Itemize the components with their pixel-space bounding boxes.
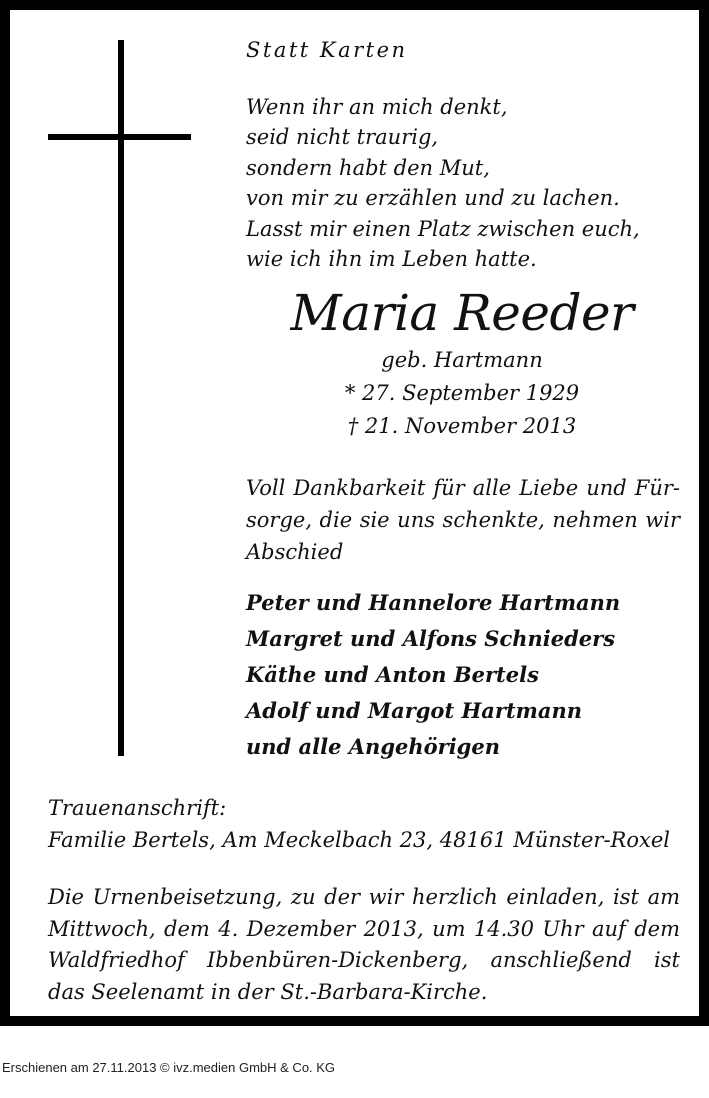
poem-line: wie ich ihn im Leben hatte. [246,247,537,272]
cross-icon [118,40,124,756]
poem-line: seid nicht traurig, [246,125,439,150]
thanks-text [246,472,680,568]
poem-line: von mir zu erzählen und zu lachen. [246,186,620,211]
poem-line: Lasst mir einen Platz zwischen euch, [246,216,640,241]
family-member: Margret und Alfons Schnieders [246,626,616,651]
funeral-line: Waldfriedhof Ibbenbüren-Dickenberg, anschließend ist [48,948,680,972]
life-dates [246,344,678,443]
poem-line: sondern habt den Mut, [246,155,490,180]
address-text: Familie Bertels, Am Meckelbach 23, 48161 Münster-Roxel [48,828,671,852]
poem [246,92,686,274]
family-member: Käthe und Anton Bertels [246,662,539,687]
thanks-line: sorge, die sie uns schenkte, nehmen wir [246,508,680,532]
thanks-line: Abschied [246,540,344,564]
death-date: † 21. November 2013 [347,414,577,438]
notice-header: Statt Karten [246,38,408,62]
address-label: Trauenanschrift: [48,796,227,820]
family-list [246,585,686,765]
funeral-line: Mittwoch, dem 4. Dezember 2013, um 14.30 Uhr auf dem [48,916,680,941]
publication-credit: Erschienen am 27.11.2013 © ivz.medien GmbH & Co. KG [2,1060,336,1075]
family-member: Peter und Hannelore Hartmann [246,590,621,615]
mourning-address [48,792,688,856]
funeral-line: Die Urnenbeisetzung, zu der wir herzlich einladen, ist am [48,885,680,909]
funeral-info [48,882,680,1008]
family-member: Adolf und Margot Hartmann [246,698,583,723]
maiden-name: geb. Hartmann [381,348,543,372]
family-member: und alle Angehörigen [246,734,500,759]
deceased-name: Maria Reeder [290,284,634,342]
thanks-line: Voll Dankbarkeit für alle Liebe und Für- [246,476,680,500]
cross-icon-bar [48,134,191,140]
funeral-line: das Seelenamt in der St.-Barbara-Kirche. [48,979,488,1004]
poem-line: Wenn ihr an mich denkt, [246,95,508,119]
birth-date: * 27. September 1929 [344,381,580,405]
